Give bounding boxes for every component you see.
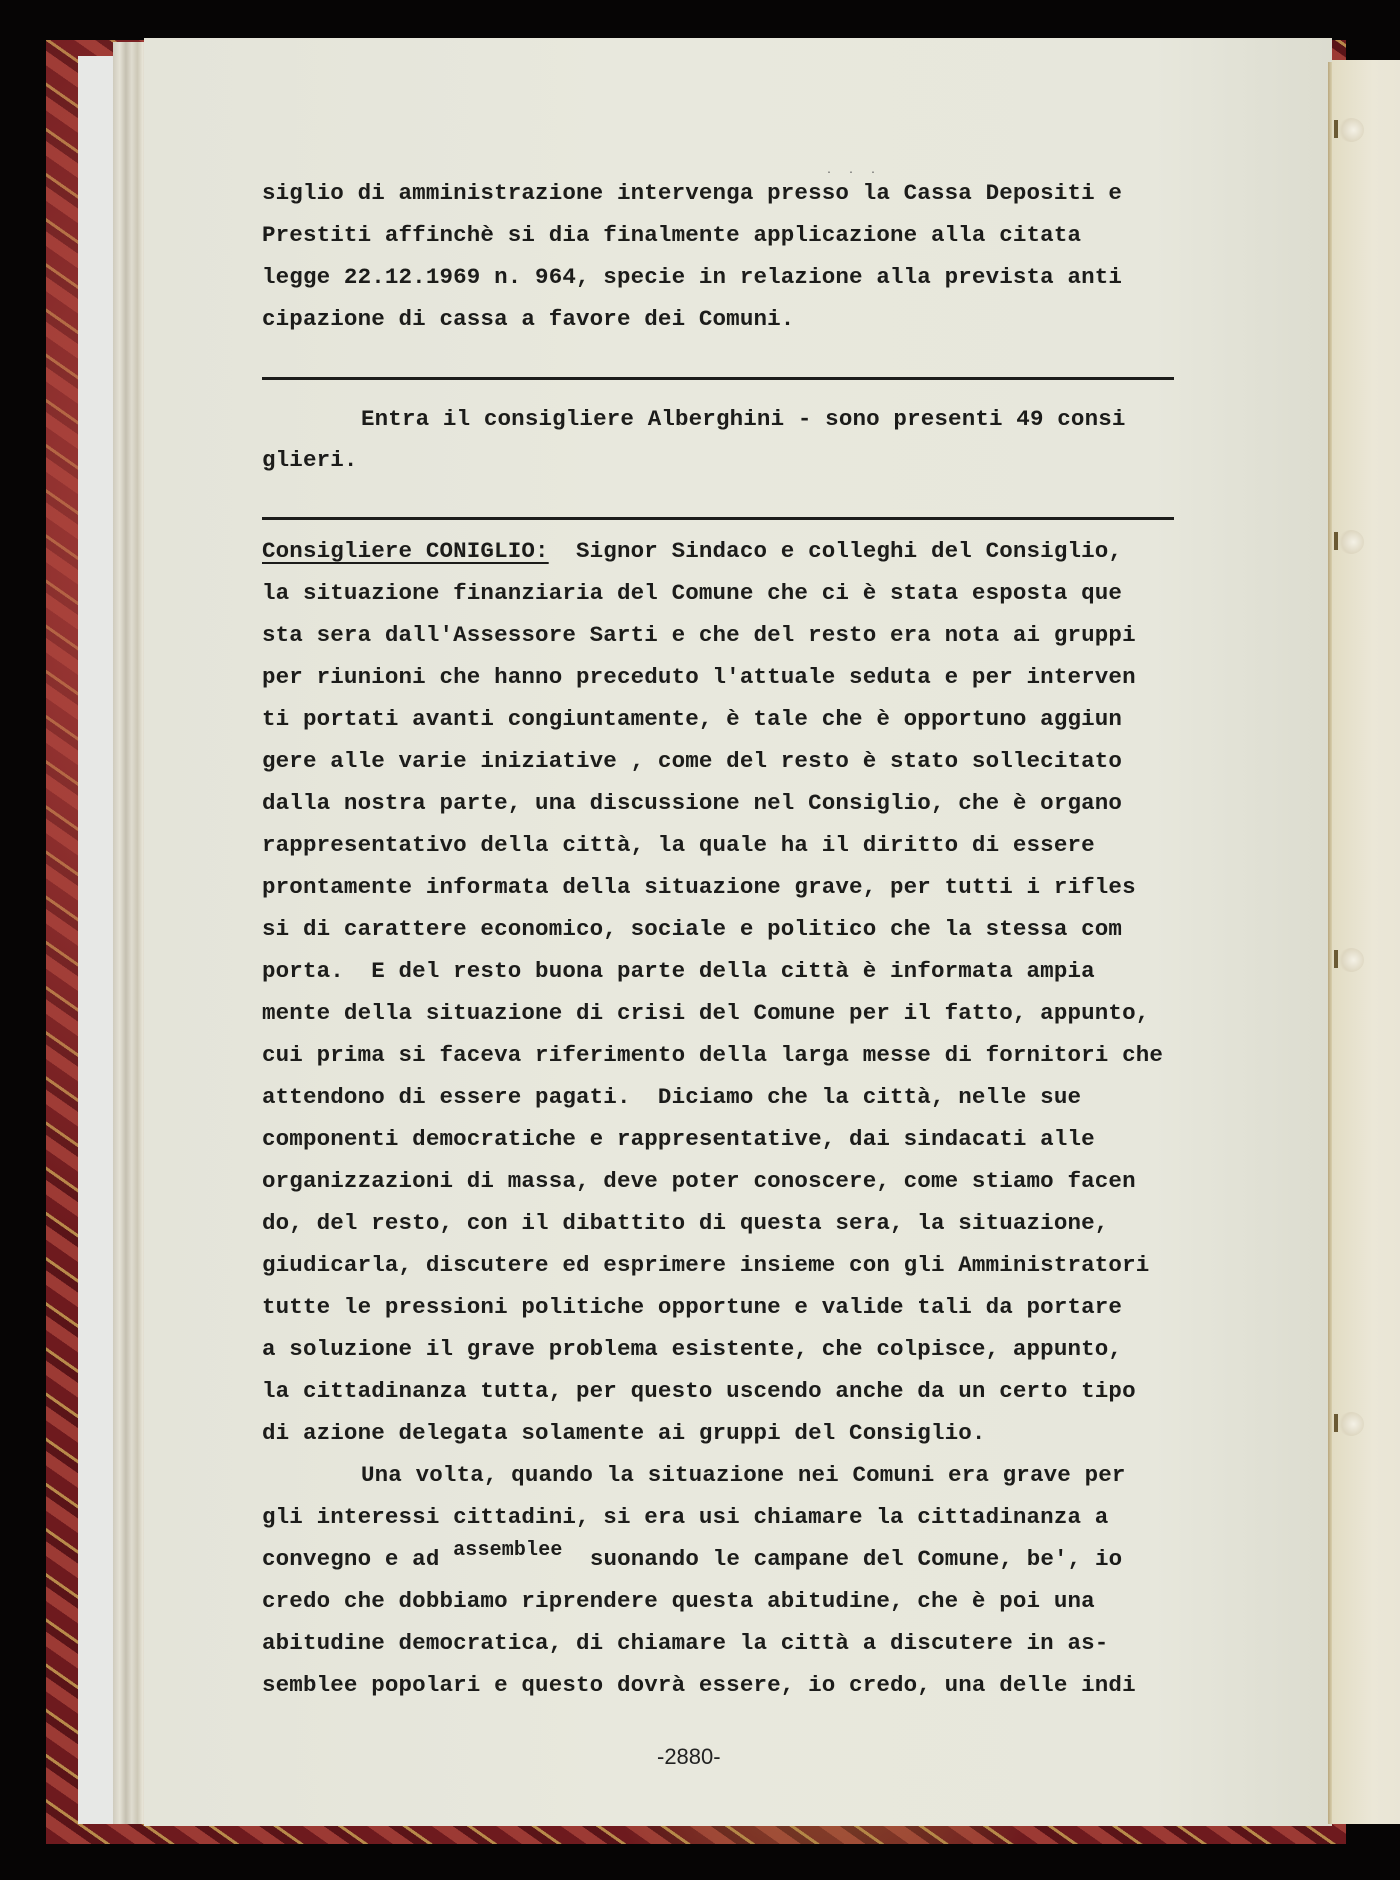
text-line: prontamente informata della situazione grave, per tutti i rifles	[262, 874, 1136, 900]
page-number: -2880-	[657, 1744, 721, 1769]
text-line	[262, 1539, 1123, 1572]
text-line: do, del resto, con il dibattito di questa sera, la situazione,	[262, 1210, 1109, 1236]
facing-page-edge	[1332, 60, 1400, 1824]
section-divider	[262, 377, 1174, 380]
superscript-insertion: assemblee	[453, 1539, 563, 1562]
speech-heading-line	[262, 540, 1122, 563]
text-line: la situazione finanziaria del Comune che ci è stata esposta que	[262, 580, 1123, 606]
text-line: per riunioni che hanno preceduto l'attuale seduta e per interven	[262, 664, 1136, 690]
header-marks: . . .	[826, 166, 882, 177]
text-line: semblee popolari e questo dovrà essere, io credo, una delle indi	[262, 1672, 1136, 1698]
text-line: si di carattere economico, sociale e politico che la stessa com	[262, 916, 1123, 942]
text-line: ti portati avanti congiuntamente, è tale che è opportuno aggiun	[262, 706, 1123, 732]
text-segment: convegno e ad	[262, 1546, 454, 1572]
text-line: credo che dobbiamo riprendere questa abitudine, che è poi una	[262, 1588, 1095, 1614]
binding-staple-icon	[1338, 118, 1364, 142]
text-line: siglio di amministrazione intervenga presso la Cassa Depositi e	[262, 180, 1123, 206]
binding-staple-icon	[1338, 1412, 1364, 1436]
notice-line: Entra il consigliere Alberghini - sono presenti 49 consi	[361, 406, 1126, 432]
text-line: componenti democratiche e rappresentative, dai sindacati alle	[262, 1126, 1095, 1152]
page-stack-edge	[113, 42, 147, 1824]
text-line: rappresentativo della città, la quale ha il diritto di essere	[262, 832, 1095, 858]
section-divider	[262, 517, 1174, 520]
endpaper	[78, 56, 118, 1824]
text-line: tutte le pressioni politiche opportune e valide tali da portare	[262, 1294, 1123, 1320]
binding-staple-icon	[1338, 948, 1364, 972]
text-line: abitudine democratica, di chiamare la città a discutere in as-	[262, 1630, 1109, 1656]
text-line: attendono di essere pagati. Diciamo che la città, nelle sue	[262, 1084, 1082, 1110]
text-line: la cittadinanza tutta, per questo uscendo anche da un certo tipo	[262, 1378, 1136, 1404]
binding-gutter	[1328, 62, 1332, 1824]
text-line: Una volta, quando la situazione nei Comuni era grave per	[361, 1462, 1126, 1488]
text-line: Signor Sindaco e colleghi del Consiglio,	[548, 538, 1123, 564]
text-line: Prestiti affinchè si dia finalmente applicazione alla citata	[262, 222, 1082, 248]
text-line: gli interessi cittadini, si era usi chiamare la cittadinanza a	[262, 1504, 1109, 1530]
text-line: cui prima si faceva riferimento della larga messe di fornitori che	[262, 1042, 1164, 1068]
text-line: giudicarla, discutere ed esprimere insieme con gli Amministratori	[262, 1252, 1150, 1278]
text-segment: suonando le campane del Comune, be', io	[562, 1546, 1123, 1572]
notice-line: glieri.	[262, 447, 358, 473]
text-line: di azione delegata solamente ai gruppi del Consiglio.	[262, 1420, 986, 1446]
text-line: porta. E del resto buona parte della città è informata ampia	[262, 958, 1095, 984]
speaker-label: Consigliere CONIGLIO:	[262, 538, 549, 564]
text-line: a soluzione il grave problema esistente, che colpisce, appunto,	[262, 1336, 1123, 1362]
binding-staple-icon	[1338, 530, 1364, 554]
text-line: dalla nostra parte, una discussione nel Consiglio, che è organo	[262, 790, 1123, 816]
text-line: mente della situazione di crisi del Comune per il fatto, appunto,	[262, 1000, 1150, 1026]
text-line: sta sera dall'Assessore Sarti e che del resto era nota ai gruppi	[262, 622, 1136, 648]
text-line: organizzazioni di massa, deve poter conoscere, come stiamo facen	[262, 1168, 1136, 1194]
text-line: cipazione di cassa a favore dei Comuni.	[262, 306, 795, 332]
text-line: gere alle varie iniziative , come del resto è stato sollecitato	[262, 748, 1123, 774]
text-line: legge 22.12.1969 n. 964, specie in relazione alla prevista anti	[262, 264, 1123, 290]
